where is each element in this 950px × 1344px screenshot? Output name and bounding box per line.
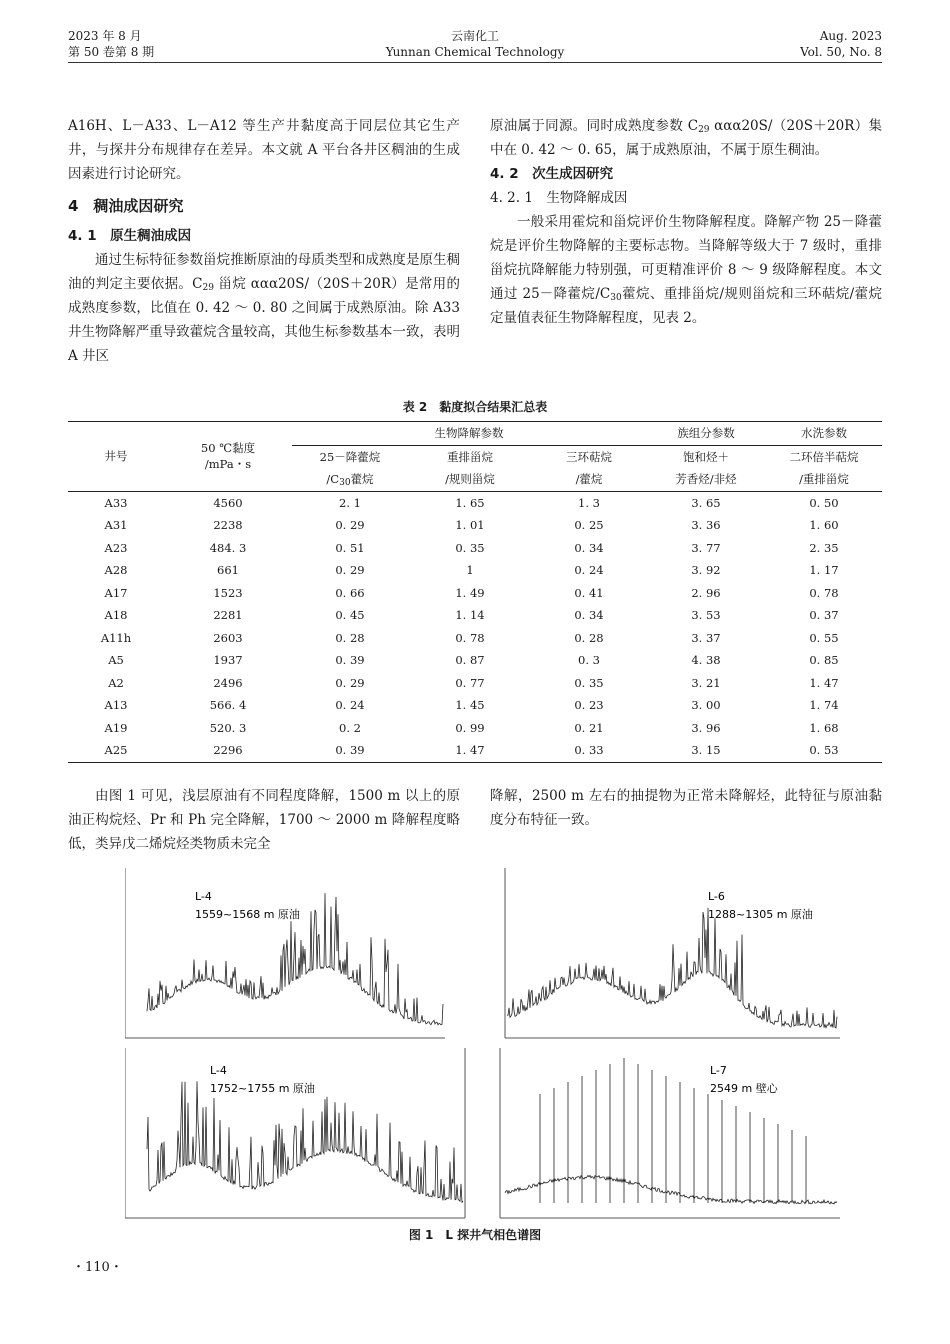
table-cell: 0. 35	[455, 540, 485, 555]
table-cell: 0. 55	[809, 630, 839, 645]
subscript: 29	[202, 283, 214, 293]
viscosity-unit: /mPa・s	[204, 457, 252, 472]
col-header-saturated-2: 芳香烃/非烃	[646, 468, 766, 491]
panel-l7-2549	[500, 1048, 840, 1218]
panel-well-label: L-4	[195, 890, 212, 903]
table-cell: 4560	[213, 495, 243, 510]
table-cell: 0. 78	[455, 630, 485, 645]
table-cell: 0. 85	[809, 653, 839, 668]
table-row	[68, 537, 882, 560]
table-cell: A11h	[100, 630, 132, 645]
table-row	[68, 491, 882, 514]
table-cell: 3. 53	[691, 608, 721, 623]
table-cell: 3. 36	[691, 518, 721, 533]
col-header-tricyclic: 三环萜烷	[566, 449, 612, 464]
panel-l4-1559	[125, 868, 445, 1038]
col-header-tricyclic-2: /藿烷	[532, 468, 646, 491]
paragraph-figure-discussion-end: 降解，2500 m 左右的抽提物为正常未降解烃，此特征与原油黏度分布特征一致。	[490, 788, 882, 828]
group-header-water-washing: 水洗参数	[766, 422, 882, 446]
table-cell: 0. 21	[574, 720, 604, 735]
panel-depth-label: 2549 m 壁心	[710, 1082, 778, 1095]
panel-well-label: L-4	[210, 1064, 227, 1077]
table-cell: 566. 4	[209, 698, 247, 713]
table-cell: 3. 96	[691, 720, 721, 735]
table-cell: A5	[108, 653, 124, 668]
table-cell: 0. 29	[335, 675, 365, 690]
table-cell: 3. 15	[646, 739, 766, 762]
table-cell: A28	[104, 563, 128, 578]
viscosity-label: 50 ℃黏度	[200, 441, 256, 456]
chromatogram-figure	[125, 868, 845, 1223]
table-cell: 2. 1	[339, 495, 361, 510]
paragraph-intro-end: A16H、L－A33、L－A12 等生产井黏度高于同层位其它生产井，与探井分布规律存在差异。本文就 A 平台各井区稠油的生成因素进行讨论研究。	[68, 118, 460, 182]
text-span: 甾烷 ααα20S/（20S＋20R）是常用的成熟度参数，比值在 0. 42 ～ 0. 80 之间属于成熟原油。除 A33 井生物降解严重导致藿烷含量较高，其他生标参数基本一致，表明 A 井区	[68, 276, 460, 364]
chromatogram-trace	[505, 1058, 837, 1204]
table-row	[68, 604, 882, 627]
paragraph-figure-discussion: 由图 1 可见，浅层原油有不同程度降解，1500 m 以上的原油正构烷烃、Pr 和 Ph 完全降解，1700 ～ 2000 m 降解程度略低，类异戊二烯烷烃类物质未完全	[68, 788, 460, 852]
table-row	[68, 514, 882, 537]
group-header-biodegradation: 生物降解参数	[292, 422, 646, 446]
subsection-heading-4-1: 4. 1 原生稠油成因	[68, 228, 192, 244]
col-header-bicyclic-2: /重排甾烷	[766, 468, 882, 491]
table-row	[68, 582, 882, 605]
page-number: ・110・	[72, 1260, 123, 1275]
table-row	[68, 739, 882, 762]
table-cell: 0. 78	[809, 585, 839, 600]
panel-well-label: L-6	[708, 890, 725, 903]
header-date-en-line: Aug. 2023	[819, 29, 882, 43]
panel-depth-label: 1752~1755 m 原油	[210, 1082, 315, 1095]
table-cell: 3. 21	[691, 675, 721, 690]
table-cell: 1937	[213, 653, 243, 668]
col-header-rearranged-sterane: 重排甾烷	[447, 449, 493, 464]
table-cell: 2. 35	[809, 540, 839, 555]
header-date-en	[800, 28, 882, 60]
table-cell: 0. 39	[335, 653, 365, 668]
group-header-group-composition: 族组分参数	[646, 422, 766, 446]
table-cell: 2496	[213, 675, 243, 690]
text-span: 通过生标特征参数甾烷推断原油的母质类型和成熟度是原生稠油的判定主要依据。C	[68, 252, 460, 292]
table-caption: 表 2 黏度拟合结果汇总表	[402, 400, 548, 414]
panel-depth-label: 1288~1305 m 原油	[708, 908, 813, 921]
figure-caption: 图 1 L 探井气相色谱图	[408, 1228, 542, 1242]
table-cell: 0. 23	[574, 698, 604, 713]
paragraph-primary-oil	[68, 248, 460, 368]
panel-l4-1752	[125, 1048, 465, 1218]
paragraph-biodegradation	[490, 210, 882, 330]
table-cell: 1. 68	[809, 720, 839, 735]
chromatogram-trace	[507, 908, 837, 1028]
table-cell: 0. 24	[574, 563, 604, 578]
table-cell: 2296	[164, 739, 292, 762]
table-cell: 1. 47	[408, 739, 532, 762]
table-cell: A23	[104, 540, 128, 555]
col-header-norhopane-2	[292, 468, 408, 491]
table-cell: 1. 65	[455, 495, 485, 510]
lower-left-column	[68, 784, 460, 856]
subscript: 30	[610, 293, 622, 303]
text-span: 原油属于同源。同时成熟度参数 C	[490, 118, 699, 134]
panel-well-label: L-7	[710, 1064, 727, 1077]
table-row	[68, 627, 882, 650]
table-cell: A13	[104, 698, 128, 713]
table-cell: 0. 66	[335, 585, 365, 600]
header-volume-en-line: Vol. 50, No. 8	[800, 45, 882, 59]
table-cell: 0. 28	[335, 630, 365, 645]
table-cell: 661	[217, 563, 239, 578]
col-header-well: 井号	[68, 422, 164, 492]
table-cell: 0. 29	[335, 518, 365, 533]
table-cell: 3. 65	[691, 495, 721, 510]
table-cell: 0. 24	[335, 698, 365, 713]
table-cell: 0. 87	[455, 653, 485, 668]
table-cell: A18	[104, 608, 128, 623]
table-cell: 2238	[213, 518, 243, 533]
col-header-bicyclic: 二环倍半萜烷	[789, 449, 859, 464]
table-cell: A25	[68, 739, 164, 762]
subsubsection-heading-4-2-1: 4. 2. 1 生物降解成因	[490, 190, 628, 206]
text-span: 一般采用霍烷和甾烷评价生物降解程度。降解产物 25－降藿烷是评价生物降解的主要标志物。当降解等级大于 7 级时，重排甾烷抗降解能力特别强，可更精准评价 8 ～ 9 级降解程度。本文通过 25－降藿烷/C	[490, 214, 882, 302]
table-cell: 484. 3	[209, 540, 247, 555]
table-cell: 0. 2	[339, 720, 361, 735]
table-cell: 3. 00	[691, 698, 721, 713]
table-cell: 0. 3	[578, 653, 600, 668]
table-cell: 0. 28	[574, 630, 604, 645]
table-cell: 0. 33	[532, 739, 646, 762]
table-cell: A31	[104, 518, 128, 533]
table-cell: 0. 35	[574, 675, 604, 690]
table-cell: 1	[466, 563, 474, 578]
table-cell: 1. 17	[809, 563, 839, 578]
table-cell: A2	[108, 675, 124, 690]
table-cell: 1. 3	[578, 495, 600, 510]
table-cell: 3. 37	[691, 630, 721, 645]
table-cell: 3. 92	[691, 563, 721, 578]
table-cell: 0. 39	[292, 739, 408, 762]
journal-title-en: Yunnan Chemical Technology	[385, 45, 565, 59]
table-cell: 1. 45	[455, 698, 485, 713]
col-header-rearranged-sterane-2: /规则甾烷	[408, 468, 532, 491]
table-row	[68, 672, 882, 695]
table-row	[68, 717, 882, 740]
table-cell: 1. 74	[809, 698, 839, 713]
table-cell: 0. 51	[335, 540, 365, 555]
table-cell: 1. 60	[809, 518, 839, 533]
right-column	[490, 114, 882, 330]
panel-l6-1288	[505, 868, 840, 1038]
header-rule	[68, 62, 882, 63]
table-cell: 0. 53	[766, 739, 882, 762]
col-header-saturated: 饱和烃＋	[683, 449, 729, 464]
table-cell: 2281	[213, 608, 243, 623]
chromatogram-trace	[147, 1081, 463, 1202]
table-cell: 0. 99	[455, 720, 485, 735]
table-cell: 0. 37	[809, 608, 839, 623]
text-span: 藿烷	[350, 472, 374, 487]
table-cell: 4. 38	[691, 653, 721, 668]
table-cell: 0. 77	[455, 675, 485, 690]
journal-title-cn: 云南化工	[450, 29, 499, 43]
subsection-heading-4-2: 4. 2 次生成因研究	[490, 166, 614, 182]
table-cell: 0. 41	[574, 585, 604, 600]
table-cell: A17	[104, 585, 128, 600]
table-row	[68, 559, 882, 582]
table-cell: 1. 14	[455, 608, 485, 623]
table-cell: A33	[104, 495, 128, 510]
table-cell: 2603	[213, 630, 243, 645]
header-date-line: 2023 年 8 月	[68, 29, 142, 43]
table-cell: 1. 49	[455, 585, 485, 600]
header-volume-line: 第 50 卷第 8 期	[68, 45, 155, 59]
lower-right-column	[490, 784, 882, 832]
table-cell: 520. 3	[209, 720, 247, 735]
subscript: 30	[339, 478, 351, 489]
table-cell: 0. 34	[574, 540, 604, 555]
table-cell: 3. 77	[691, 540, 721, 555]
subscript: 29	[698, 125, 710, 135]
table-cell: 0. 34	[574, 608, 604, 623]
text-span: ααα20S/（20S＋20R）集中在 0. 42 ～ 0. 65，属于成熟原油，不属于原生稠油。	[490, 118, 882, 158]
left-column	[68, 114, 460, 368]
table-cell: 0. 50	[809, 495, 839, 510]
table-cell: 2. 96	[691, 585, 721, 600]
table-row	[68, 649, 882, 672]
table-cell: 0. 25	[574, 518, 604, 533]
col-header-viscosity	[164, 422, 292, 492]
col-header-norhopane: 25－降藿烷	[319, 449, 381, 464]
text-span: 藿烷、重排甾烷/规则甾烷和三环萜烷/藿烷定量值表征生物降解程度，见表 2。	[490, 286, 882, 326]
table-cell: 1. 47	[809, 675, 839, 690]
table-cell: 1. 01	[455, 518, 485, 533]
section-heading-4: 4 稠油成因研究	[68, 197, 184, 215]
text-span: /C	[326, 472, 340, 487]
viscosity-table	[68, 421, 882, 763]
paragraph-same-source	[490, 114, 882, 162]
table-cell: 0. 45	[335, 608, 365, 623]
table-row	[68, 694, 882, 717]
table-cell: 0. 29	[335, 563, 365, 578]
table-cell: A19	[104, 720, 128, 735]
panel-depth-label: 1559~1568 m 原油	[195, 908, 300, 921]
table-cell: 1523	[213, 585, 243, 600]
